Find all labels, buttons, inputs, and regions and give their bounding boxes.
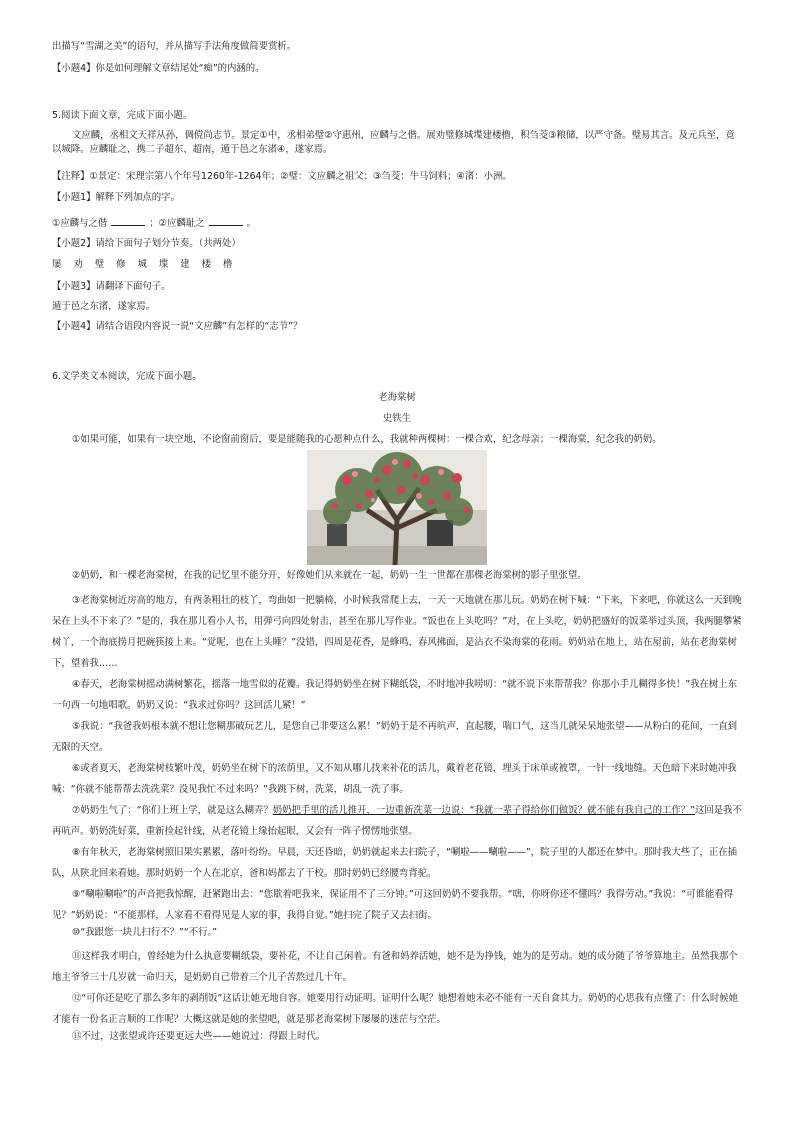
q6-para-1: ①如果可能，如果有一块空地，不论窗前窗后，要是能随我的心愿种点什么，我就种两棵树：一棵合欢，纪念母亲；一棵海棠，纪念我的奶奶。 <box>72 434 662 445</box>
q5-sub2: 【小题2】请给下面句子划分节奏。（共两处） <box>52 238 241 249</box>
q6-para-5: ⑤我说：“我爸我妈根本就不想让您糊那破玩艺儿，是您自己非要这么累！”奶奶于是不再吭声，直起腰，喘口气，这当儿就呆呆地张望——从粉白的花间，一直到无限的天空。 <box>52 721 737 753</box>
q6-author: 史铁生 <box>382 413 412 424</box>
crabapple-tree-photo <box>307 450 487 565</box>
answer-blank-1[interactable] <box>111 215 145 226</box>
q6-para-11: ⑪这样我才明白，曾经她为什么执意要糊纸袋，要补花，不让自己闲着。有爸和妈养活她，她不是为挣钱，她为的是劳动。她的成分随了爷爷算地主。虽然我那个地主爷爷三十几岁就一命归天，是奶奶自己带着三个儿子苦熬过几十年。 <box>52 951 738 983</box>
q6-title: 老海棠树 <box>378 392 416 403</box>
q6-heading: 6.文学类文本阅读，完成下面小题。 <box>52 371 202 382</box>
q6-para-8: ⑧有年秋天，老海棠树照旧果实累累，落叶纷纷。早晨，天还昏暗，奶奶就起来去扫院子，“唰啦——唰啦——”，院子里的人都还在梦中。那时我大些了，正在插队，从陕北回来看她。那时奶奶一个人在北京，爸和妈都去了干校。那时奶奶已经腰弯背驼。 <box>52 847 737 879</box>
q6-para-4: ④春天，老海棠树摇动满树繁花，摇落一地雪似的花瓣。我记得奶奶坐在树下糊纸袋，不时地冲我唠叨：“就不说下来帮帮我？你那小手儿糊得多快！”我在树上东一句西一句地唱歌。奶奶又说：“我求过你吗？这回活儿紧！” <box>52 679 737 711</box>
q6-para-7 <box>52 800 742 842</box>
q5-notes: 【注释】①景定：宋理宗第八个年号1260年-1264年；②璧：文应麟之祖父；③刍茭：牛马饲料；④渚：小洲。 <box>52 171 512 182</box>
q6-para-7-underlined: 奶奶把手里的活儿推开，一边重新洗菜一边说：“我就一辈子得给你们做饭？就不能有我自己的工作？” <box>272 805 695 816</box>
q5-sub1-items <box>52 215 742 231</box>
q5-passage: 文应麟，丞相文天祥从孙，倜傥尚志节。景定①中，丞相弟璧②守惠州，应麟与之偕。展劝璧修城堞建楼橹，积刍茭③粮储，以严守备。璧易其言。及元兵至，竟以城降。应麟耻之，携二子超东、超南，遁于邑之东渚④，遂家焉。 <box>52 130 735 155</box>
q6-para-6: ⑥或者夏天，老海棠树枝繁叶茂，奶奶坐在树下的浓荫里，又不知从哪儿找来补花的活儿，戴着老花镜，埋头于床单或被罩，一针一线地缝。天色暗下来时她冲我喊：“你就不能帮帮去洗洗菜？没见我忙不过来吗？”我跳下树，洗菜，胡乱一洗了事。 <box>52 763 737 795</box>
q6-para-2: ②奶奶，和一棵老海棠树，在我的记忆里不能分开，好像她们从来就在一起，奶奶一生一世都在那棵老海棠树的影子里张望。 <box>72 570 587 581</box>
q6-para-7-rest: 这回是我不再吭声。奶奶洗好菜，重新捡起针线，从老花镜上缘抬起眼，又会有一阵子愣愣地张望。 <box>52 805 742 837</box>
q6-para-10: ⑩“我跟您一块儿扫行不？”“不行。” <box>72 927 218 938</box>
prev-question-line: 出描写“雪湖之美”的语句，并从描写手法角度做简要赏析。 <box>52 41 297 52</box>
q5-sub2-sentence: 屡劝璧修城堞建楼橹 <box>52 259 245 270</box>
q6-para-7-quote: ⑦奶奶生气了：“你们上班上学，就是这么糊弄？ <box>72 805 273 816</box>
q6-para-3: ③老海棠树近房高的地方，有两条粗壮的枝丫，弯曲如一把躺椅，小时候我常爬上去，一天一天地就在那儿玩。奶奶在树下喊：“下来，下来吧，你就这么一天到晚呆在上头不下来了？”是的，我在那儿看小人书，用弹弓向四处射击，甚至在那儿写作业。“饭也在上头吃吗？”对，在上头吃，奶奶把盛好的饭菜举过头顶，我两腿攀紧树丫，一个海底捞月把碗筷接上来。“觉呢，也在上头睡？”没错，四周是花香，是蜂鸣，春风拂面，是沾衣不染海棠的花雨。奶奶站在地上，站在屋前，站在老海棠树下，望着我…… <box>52 595 742 669</box>
prev-subquestion-4: 【小题4】你是如何理解文章结尾处“痴”的内涵的。 <box>52 63 265 74</box>
q5-heading: 5.阅读下面文章，完成下面小题。 <box>52 110 193 121</box>
q6-para-9: ⑨“唰啦唰啦”的声音把我惊醒，赶紧跑出去：“您歇着吧我来，保证用不了三分钟。”可这回奶奶不要我帮。“嗐，你呀你还不懂吗？我得劳动。”我说：“可谁能看得见？”奶奶说：“不能那样，人家看不看得见是人家的事，我得自觉。”她扫完了院子又去扫街。 <box>52 889 734 921</box>
q5-sub1-item-b: ；②应麟耻之 <box>149 218 205 229</box>
q5-sub1-end: 。 <box>246 218 256 229</box>
q6-para-13: ⑬不过，这张望或许还要更远大些——她说过：得跟上时代。 <box>72 1031 326 1042</box>
q6-para-12: ⑫“可你还是吃了那么多年的剥削饭”这话让她无地自容。她要用行动证明。证明什么呢？她想着她未必不能有一天自食其力。奶奶的心思我有点懂了：什么时候她才能有一份名正言顺的工作呢？大概这就是她的张望吧，就是那老海棠树下屡屡的迷茫与空茫。 <box>52 993 738 1025</box>
q5-sub1-item-a: ①应麟与之偕 <box>52 218 108 229</box>
answer-blank-2[interactable] <box>209 215 243 226</box>
q5-sub4: 【小题4】请结合语段内容说一说“文应麟”有怎样的“志节”？ <box>52 321 303 332</box>
q5-sub1: 【小题1】解释下列加点的字。 <box>52 192 180 203</box>
q5-sub3-sentence: 遁于邑之东渚，遂家焉。 <box>52 301 156 312</box>
q5-sub3: 【小题3】请翻译下面句子。 <box>52 281 171 292</box>
